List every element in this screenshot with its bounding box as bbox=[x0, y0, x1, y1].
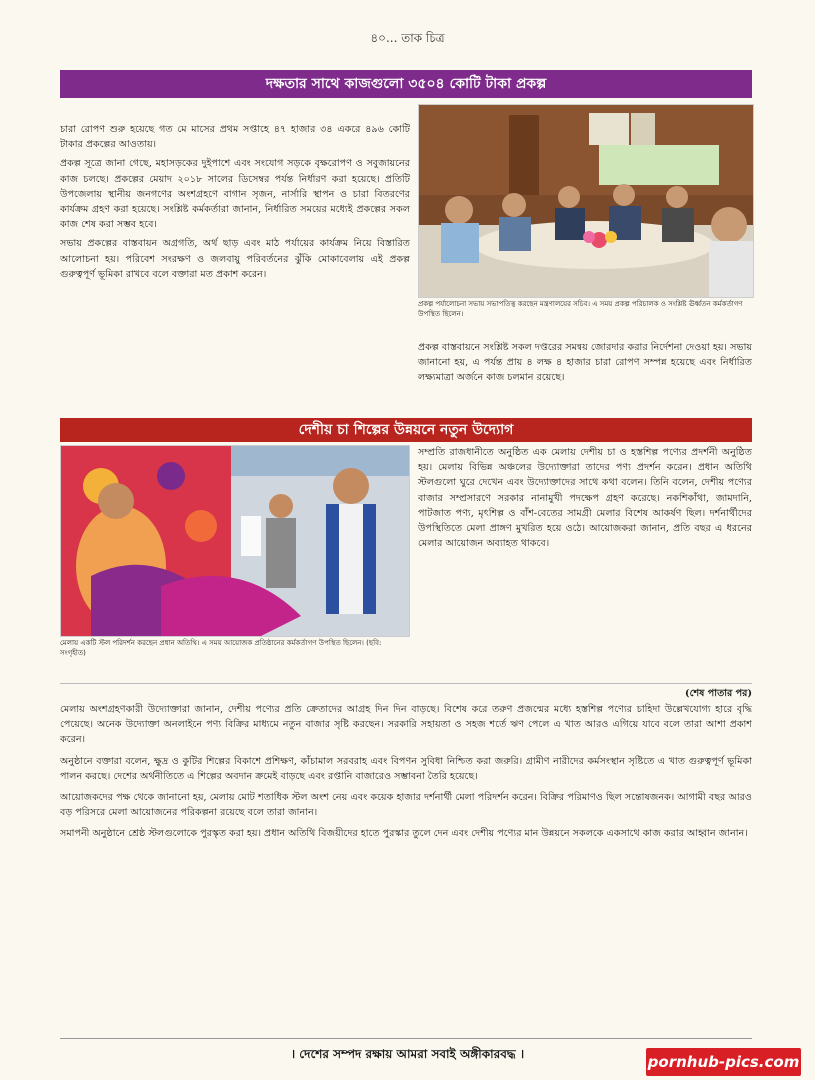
article2-banner: দেশীয় চা শিল্পের উন্নয়নে নতুন উদ্যোগ bbox=[60, 418, 752, 442]
article2-paragraph: অনুষ্ঠানে বক্তারা বলেন, ক্ষুদ্র ও কুটির শিল্পের বিকাশে প্রশিক্ষণ, কাঁচামাল সরবরাহ এবং বিপণন সুবিধা নিশ্চিত করা জরুরি। গ্রামীণ নারীদের কর্মসংস্থান সৃষ্টিতে এ খাত গুরুত্বপূর্ণ ভূমিকা পালন করছে। দেশের অর্থনীতিতে এ শিল্পের অবদান ক্রমেই বাড়ছে এবং রপ্তানি বাজারেও সম্ভাবনা তৈরি হয়েছে। bbox=[60, 755, 752, 782]
article1-banner: দক্ষতার সাথে কাজগুলো ৩৫০৪ কোটি টাকা প্রকল্প bbox=[60, 70, 752, 98]
fair-photo bbox=[60, 445, 410, 637]
article2-body bbox=[60, 702, 752, 842]
footer-slogan: । দেশের সম্পদ রক্ষায় আমরা সবাই অঙ্গীকারবদ্ধ । bbox=[290, 1047, 525, 1061]
fair-photo-caption: মেলায় একটি স্টল পরিদর্শন করছেন প্রধান অতিথি। এ সময় আয়োজক প্রতিষ্ঠানের কর্মকর্তাগণ উপস্থিত ছিলেন। (ছবি: সংগৃহীত) bbox=[60, 639, 382, 657]
article2-right-column: সম্প্রতি রাজধানীতে অনুষ্ঠিত এক মেলায় দেশীয় চা ও হস্তশিল্প পণ্যের প্রদর্শনী অনুষ্ঠিত হয়। মেলায় বিভিন্ন অঞ্চলের উদ্যোক্তারা তাদের পণ্য প্রদর্শন করেন। প্রধান অতিথি স্টলগুলো ঘুরে দেখেন এবং উদ্যোক্তাদের সাথে কথা বলেন। তিনি বলেন, দেশীয় পণ্যের বাজার সম্প্রসারণে সরকার নানামুখী পদক্ষেপ গ্রহণ করেছে। নকশিকাঁথা, জামদানি, পাটজাত পণ্য, মৃৎশিল্প ও বাঁশ-বেতের সামগ্রী মেলার বিশেষ আকর্ষণ ছিল। দর্শনার্থীদের উপস্থিতিতে মেলা প্রাঙ্গণ মুখরিত হয়ে ওঠে। আয়োজকরা জানান, প্রতি বছর এ ধরনের মেলার আয়োজন অব্যাহত থাকবে। bbox=[418, 447, 752, 550]
article2-paragraph: মেলায় অংশগ্রহণকারী উদ্যোক্তারা জানান, দেশীয় পণ্যের প্রতি ক্রেতাদের আগ্রহ দিন দিন বাড়ছে। বিশেষ করে তরুণ প্রজন্মের মধ্যে হস্তশিল্প পণ্যের চাহিদা উল্লেখযোগ্য হারে বৃদ্ধি পেয়েছে। অনেক উদ্যোক্তা অনলাইনে পণ্য বিক্রির মাধ্যমে নতুন বাজার সৃষ্টি করছেন। সরকারি সহায়তা ও সহজ শর্তে ঋণ পেলে এ খাত আরও এগিয়ে যাবে বলে তারা আশা প্রকাশ করেন। bbox=[60, 704, 752, 746]
page-header bbox=[0, 0, 815, 60]
watermark-badge: pornhub-pics.com bbox=[646, 1048, 801, 1076]
article2-paragraph: আয়োজকদের পক্ষ থেকে জানানো হয়, মেলায় মোট শতাধিক স্টল অংশ নেয় এবং কয়েক হাজার দর্শনার্থী মেলা পরিদর্শন করেন। বিক্রির পরিমাণও ছিল সন্তোষজনক। আগামী বছর আরও বড় পরিসরে মেলা আয়োজনের পরিকল্পনা রয়েছে বলে তারা জানান। bbox=[60, 792, 752, 819]
page-label: ৪০... তাক চিত্র bbox=[370, 31, 445, 45]
article1-paragraph: চারা রোপণ শুরু হয়েছে গত মে মাসের প্রথম সপ্তাহে ৪৭ হাজার ৩৪ একরে ৪৯৬ কোটি টাকার প্রকল্পের আওতায়। bbox=[60, 124, 410, 151]
continued-label: (শেষ পাতার পর) bbox=[685, 688, 752, 699]
article2-paragraph: সমাপনী অনুষ্ঠানে শ্রেষ্ঠ স্টলগুলোকে পুরস্কৃত করা হয়। প্রধান অতিথি বিজয়ীদের হাতে পুরস্কার তুলে দেন এবং দেশীয় পণ্যের মান উন্নয়নে সকলকে একসাথে কাজ করার আহ্বান জানান। bbox=[60, 828, 748, 840]
article1-left-column bbox=[60, 122, 410, 282]
article1-paragraph: প্রকল্প সূত্রে জানা গেছে, মহাসড়কের দুইপাশে এবং সংযোগ সড়কে বৃক্ষরোপণ ও সবুজায়নের কাজ চলছে। প্রকল্পের মেয়াদ ২০১৮ সালের ডিসেম্বর পর্যন্ত নির্ধারণ করা হয়েছে। প্রতিটি উপজেলায় স্থানীয় জনগণের অংশগ্রহণে বাগান সৃজন, নার্সারি স্থাপন ও চারা বিতরণের কার্যক্রম গ্রহণ করা হয়েছে। সংশ্লিষ্ট কর্মকর্তারা জানান, নির্ধারিত সময়ের মধ্যেই প্রকল্পের সকল কাজ শেষ করা সম্ভব হবে। bbox=[60, 158, 410, 231]
footer-divider bbox=[60, 1038, 752, 1039]
article1-paragraph: সভায় প্রকল্পের বাস্তবায়ন অগ্রগতি, অর্থ ছাড় এবং মাঠ পর্যায়ের কার্যক্রম নিয়ে বিস্তারিত আলোচনা হয়। পরিবেশ সংরক্ষণ ও জলবায়ু পরিবর্তনের ঝুঁকি মোকাবেলায় এই প্রকল্প গুরুত্বপূর্ণ ভূমিকা রাখবে বলে বক্তারা মত প্রকাশ করেন। bbox=[60, 238, 410, 280]
meeting-photo-caption: প্রকল্প পর্যালোচনা সভায় সভাপতিত্ব করছেন মন্ত্রণালয়ের সচিব। এ সময় প্রকল্প পরিচালক ও সংশ্লিষ্ট ঊর্ধ্বতন কর্মকর্তাগণ উপস্থিত ছিলেন। bbox=[418, 300, 743, 318]
section-divider bbox=[60, 683, 752, 684]
meeting-photo bbox=[418, 104, 754, 298]
article1-right-column: প্রকল্প বাস্তবায়নে সংশ্লিষ্ট সকল দপ্তরের সমন্বয় জোরদার করার নির্দেশনা দেওয়া হয়। সভায় জানানো হয়, এ পর্যন্ত প্রায় ৪ লক্ষ ৪ হাজার চারা রোপণ সম্পন্ন হয়েছে এবং নির্ধারিত লক্ষ্যমাত্রা অর্জনে কাজ চলমান রয়েছে। bbox=[418, 342, 752, 384]
